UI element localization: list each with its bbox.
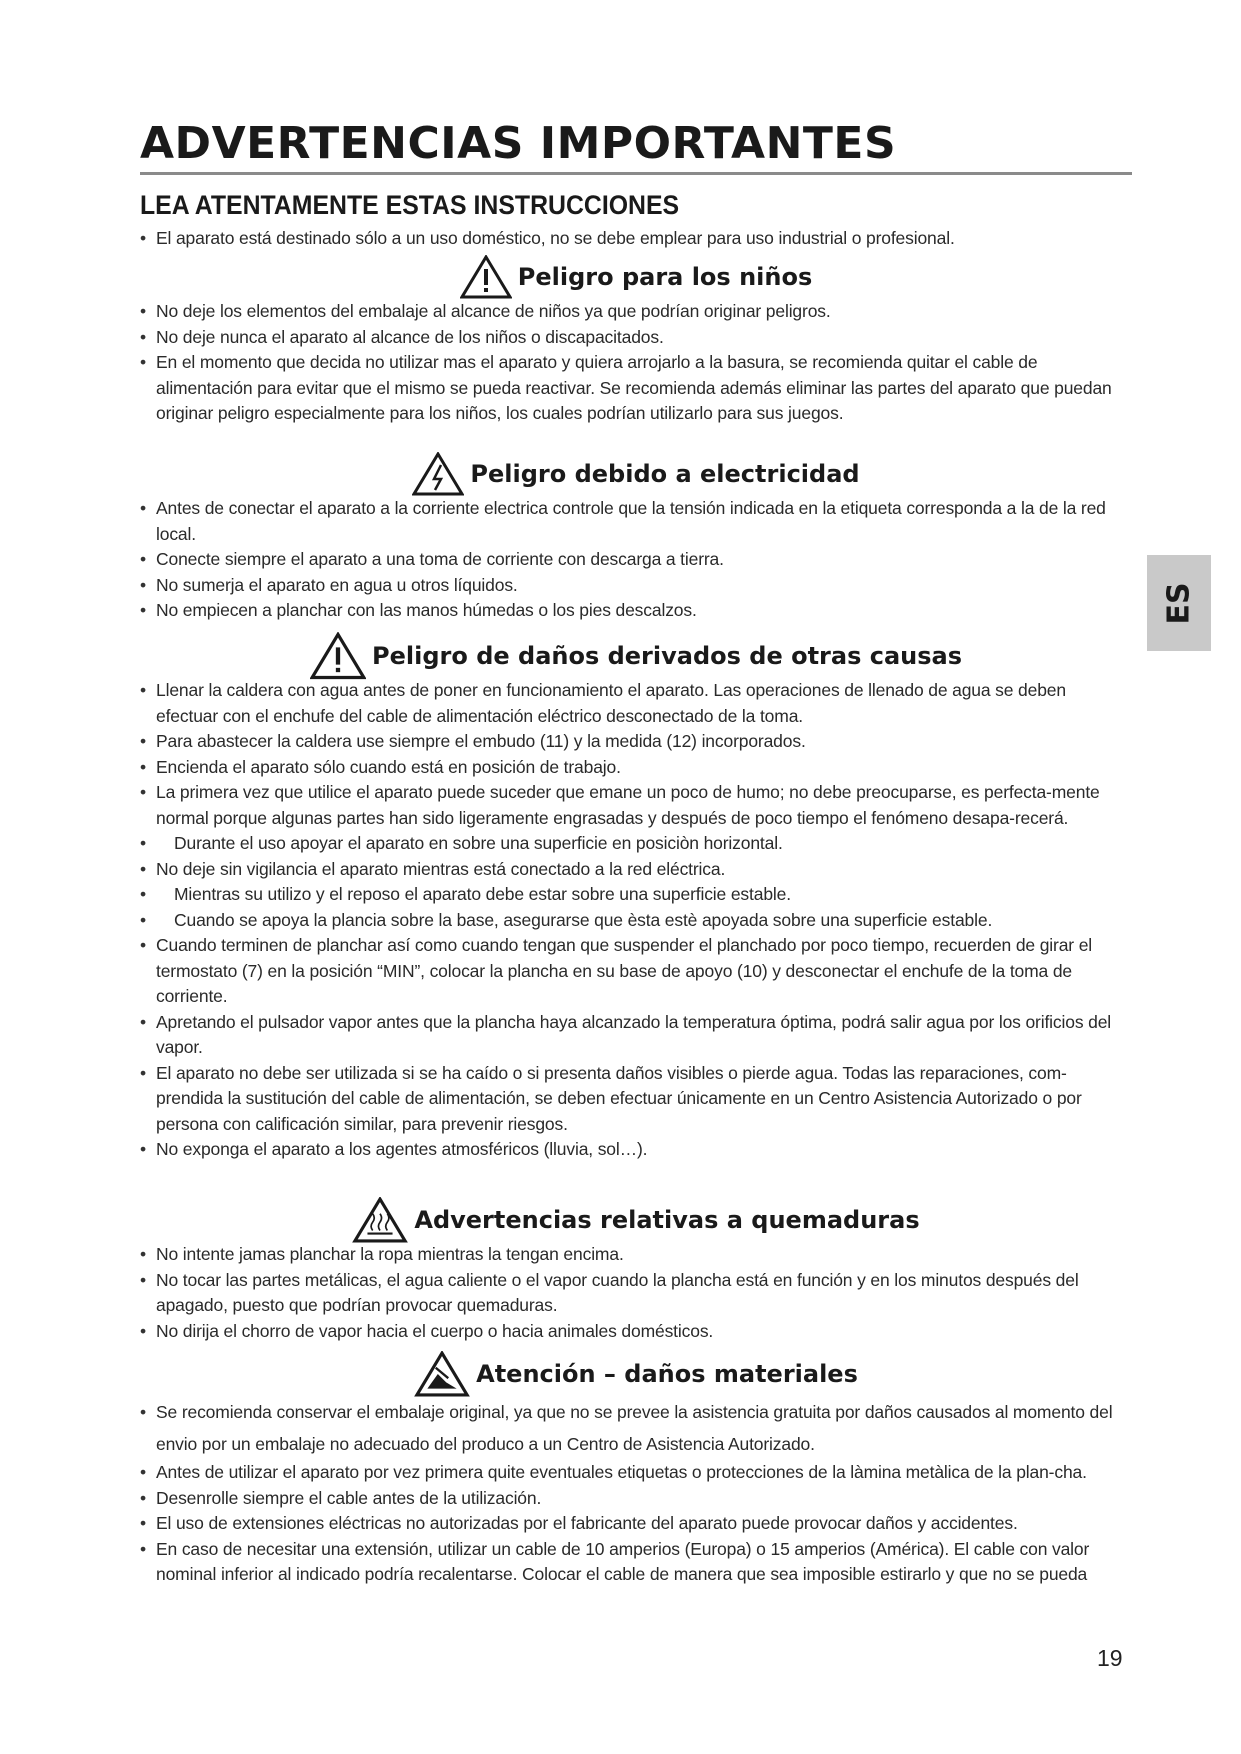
- list-item: • Mientras su utilizo y el reposo el aparato debe estar sobre una superficie estable.: [140, 882, 1132, 908]
- section-list: [140, 1396, 1132, 1588]
- section-material-damage: [140, 1352, 1132, 1588]
- page-title: ADVERTENCIAS IMPORTANTES: [140, 118, 1132, 175]
- list-item: • No deje nunca el aparato al alcance de los niños o discapacitados.: [140, 325, 1132, 351]
- list-item: • Encienda el aparato sólo cuando está en posición de trabajo.: [140, 755, 1132, 781]
- list-item: • El uso de extensiones eléctricas no autorizadas por el fabricante del aparato puede provocar daños y accidentes.: [140, 1511, 1132, 1537]
- section-electricity: [140, 452, 1132, 624]
- section-heading: [140, 1352, 1132, 1396]
- list-item: • El aparato está destinado sólo a un uso doméstico, no se debe emplear para uso industrial o profesional.: [140, 226, 1132, 252]
- list-item: • No exponga el aparato a los agentes atmosféricos (lluvia, sol…).: [140, 1137, 1132, 1163]
- intro-block: [140, 226, 1132, 252]
- list-item: • Desenrolle siempre el cable antes de la utilización.: [140, 1486, 1132, 1512]
- electric-hazard-icon: [412, 452, 464, 496]
- list-item: • No sumerja el aparato en agua u otros líquidos.: [140, 573, 1132, 599]
- section-heading-text: Advertencias relativas a quemaduras: [414, 1206, 920, 1234]
- list-item: • Cuando se apoya la plancia sobre la base, asegurarse que èsta estè apoyada sobre una superficie estable.: [140, 908, 1132, 934]
- list-item: • No intente jamas planchar la ropa mientras la tengan encima.: [140, 1242, 1132, 1268]
- page-number: 19: [1097, 1645, 1123, 1671]
- list-item: • Apretando el pulsador vapor antes que la plancha haya alcanzado la temperatura óptima, podrá salir agua por los orificios del vapor.: [140, 1010, 1132, 1061]
- section-children: [140, 255, 1132, 427]
- language-tab-label: ES: [1161, 581, 1197, 625]
- list-item: • En el momento que decida no utilizar mas el aparato y quiera arrojarlo a la basura, se recomienda quitar el cable de alimentación para evitar que el mismo se pueda reactivar. Se recomienda además eliminar las partes del aparato que puedan originar peligro especialmente para los niños, los cuales podrían utilizarlo para sus juegos.: [140, 350, 1132, 427]
- list-item: • El aparato no debe ser utilizada si se ha caído o si presenta daños visibles o pierde agua. Todas las reparaciones, com-prendida la sustitución del cable de alimentación, se deben efectuar únicamente en un Centro Asistencia Autorizado o por persona con calificación similar, para prevenir riesgos.: [140, 1061, 1132, 1138]
- list-item: • Se recomienda conservar el embalaje original, ya que no se prevee la asistencia gratuita por daños causados al momento del envio por un embalaje no adecuado del produco a un Centro de Asistencia Autorizado.: [140, 1396, 1132, 1460]
- section-heading: [140, 634, 1132, 678]
- warning-triangle-icon: [310, 632, 366, 680]
- list-item: • No tocar las partes metálicas, el agua caliente o el vapor cuando la plancha está en función y en los minutos después del apagado, puesto que podrían provocar quemaduras.: [140, 1268, 1132, 1319]
- section-burns: [140, 1198, 1132, 1344]
- list-item: • Para abastecer la caldera use siempre el embudo (11) y la medida (12) incorporados.: [140, 729, 1132, 755]
- language-tab: [1147, 555, 1211, 651]
- section-heading-text: Atención – daños materiales: [476, 1360, 858, 1388]
- list-item: • No empiecen a planchar con las manos húmedas o los pies descalzos.: [140, 598, 1132, 624]
- section-heading-text: Peligro debido a electricidad: [470, 460, 860, 488]
- section-list: [140, 678, 1132, 1163]
- section-heading: [140, 452, 1132, 496]
- list-item: • Antes de utilizar el aparato por vez primera quite eventuales etiquetas o protecciones de la làmina metàlica de la plan-cha.: [140, 1460, 1132, 1486]
- list-item: • Antes de conectar el aparato a la corriente electrica controle que la tensión indicada en la etiqueta corresponda a la de la red local.: [140, 496, 1132, 547]
- list-item: • Conecte siempre el aparato a una toma de corriente con descarga a tierra.: [140, 547, 1132, 573]
- section-list: [140, 496, 1132, 624]
- list-item: • Durante el uso apoyar el aparato en sobre una superficie en posiciòn horizontal.: [140, 831, 1132, 857]
- section-other-causes: [140, 634, 1132, 1163]
- section-list: [140, 1242, 1132, 1344]
- hot-surface-icon: [352, 1197, 408, 1243]
- list-item: • Cuando terminen de planchar así como cuando tengan que suspender el planchado por poco tiempo, recuerden de girar el termostato (7) en la posición “MIN”, colocar la plancha en su base de apoyo (10) y desconectar el enchufe de la toma de corriente.: [140, 933, 1132, 1010]
- section-list: [140, 299, 1132, 427]
- material-damage-icon: [414, 1351, 470, 1397]
- list-item: • No deje los elementos del embalaje al alcance de niños ya que podrían originar peligros.: [140, 299, 1132, 325]
- intro-list: [140, 226, 1132, 252]
- list-item: • Llenar la caldera con agua antes de poner en funcionamiento el aparato. Las operaciones de llenado de agua se deben efectuar con el enchufe del cable de alimentación eléctrico desconectado de la toma.: [140, 678, 1132, 729]
- page-subtitle: LEA ATENTAMENTE ESTAS INSTRUCCIONES: [140, 190, 680, 220]
- list-item: • En caso de necesitar una extensión, utilizar un cable de 10 amperios (Europa) o 15 amperios (América). El cable con valor nominal inferior al indicado podría recalentarse. Colocar el cable de manera que sea imposible estirarlo y que no se pueda: [140, 1537, 1132, 1588]
- section-heading-text: Peligro de daños derivados de otras causas: [372, 642, 962, 670]
- section-heading-text: Peligro para los niños: [517, 263, 813, 291]
- list-item: • No dirija el chorro de vapor hacia el cuerpo o hacia animales domésticos.: [140, 1319, 1132, 1345]
- section-heading: [140, 1198, 1132, 1242]
- warning-triangle-icon: [460, 255, 512, 299]
- section-heading: [140, 255, 1132, 299]
- list-item: • La primera vez que utilice el aparato puede suceder que emane un poco de humo; no debe preocuparse, es perfecta-mente normal porque algunas partes han sido ligeramente engrasadas y después de poco tiempo el fenómeno desapa-recerá.: [140, 780, 1132, 831]
- list-item: • No deje sin vigilancia el aparato mientras está conectado a la red eléctrica.: [140, 857, 1132, 883]
